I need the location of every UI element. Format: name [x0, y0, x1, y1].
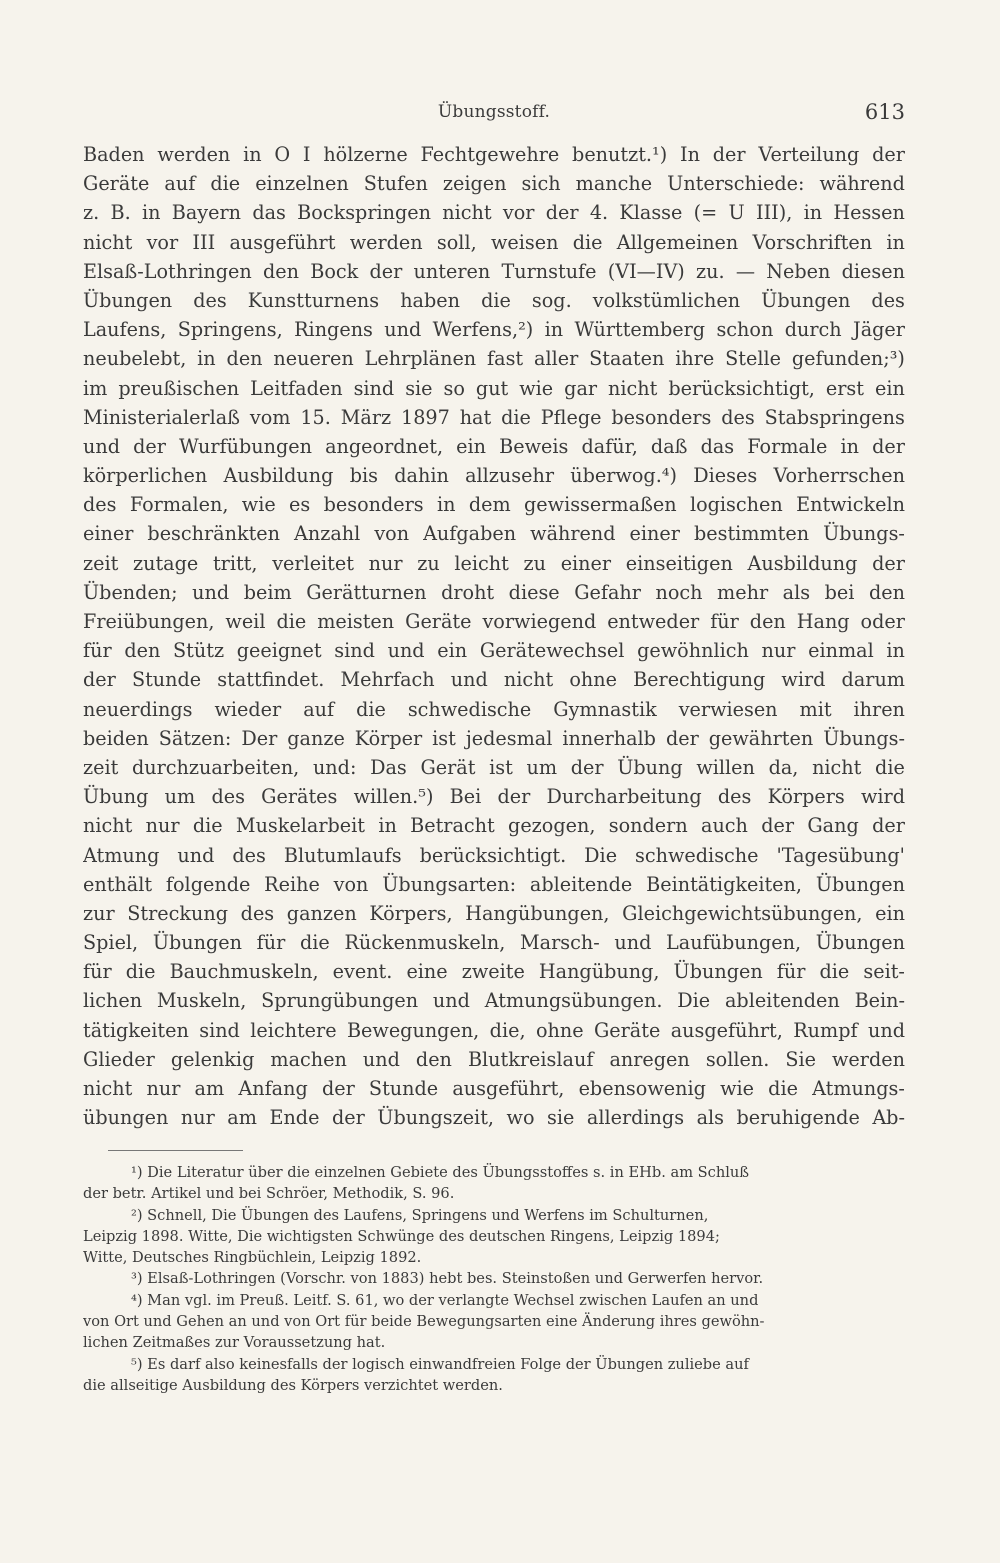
body-text [83, 140, 905, 1132]
footnote-rule [108, 1150, 243, 1151]
text-line: beiden Sätzen: Der ganze Körper ist jedesmal innerhalb der gewährten Übungs- [83, 726, 905, 750]
text-line: zeit zutage tritt, verleitet nur zu leicht zu einer einseitigen Ausbildung der [83, 551, 905, 575]
text-line: Laufens, Springens, Ringens und Werfens,²) in Württemberg schon durch Jäger [83, 318, 905, 342]
text-line: übungen nur am Ende der Übungszeit, wo sie allerdings als beruhigende Ab- [83, 1106, 905, 1130]
text-line: Glieder gelenkig machen und den Blutkreislauf anregen sollen. Sie werden [83, 1047, 905, 1071]
footnote-line: ⁵) Es darf also keinesfalls der logisch einwandfreien Folge der Übungen zuliebe auf [131, 1355, 749, 1373]
footnote-line: ¹) Die Literatur über die einzelnen Gebiete des Übungsstoffes s. in EHb. am Schluß [131, 1164, 750, 1181]
footnote-line: ³) Elsaß-Lothringen (Vorschr. von 1883) hebt bes. Steinstoßen und Gerwerfen hervor. [131, 1270, 764, 1288]
footnote-line: Witte, Deutsches Ringbüchlein, Leipzig 1892. [83, 1249, 422, 1267]
footnote-line: Leipzig 1898. Witte, Die wichtigsten Schwünge des deutschen Ringens, Leipzig 1894; [83, 1227, 720, 1245]
text-line: zur Streckung des ganzen Körpers, Hangübungen, Gleichgewichtsübungen, ein [83, 901, 905, 925]
footnote-line: der betr. Artikel und bei Schröer, Methodik, S. 96. [83, 1185, 455, 1203]
text-line: neuerdings wieder auf die schwedische Gymnastik verwiesen mit ihren [83, 697, 905, 721]
text-line: Baden werden in O I hölzerne Fechtgewehre benutzt.¹) In der Verteilung der [83, 143, 905, 166]
text-line: und der Wurfübungen angeordnet, ein Beweis dafür, daß das Formale in der [83, 434, 905, 458]
text-line: Ministerialerlaß vom 15. März 1897 hat die Pflege besonders des Stabspringens [83, 405, 905, 429]
text-line: tätigkeiten sind leichtere Bewegungen, die, ohne Geräte ausgeführt, Rumpf und [83, 1018, 905, 1042]
text-line: im preußischen Leitfaden sind sie so gut wie gar nicht berücksichtigt, erst ein [83, 376, 905, 400]
footnote-line: ²) Schnell, Die Übungen des Laufens, Springens und Werfens im Schulturnen, [131, 1206, 709, 1224]
text-line: nicht nur am Anfang der Stunde ausgeführt, ebensowenig wie die Atmungs- [83, 1077, 905, 1100]
text-line: Elsaß-Lothringen den Bock der unteren Turnstufe (VI—IV) zu. — Neben diesen [83, 259, 905, 283]
footnote-line: ⁴) Man vgl. im Preuß. Leitf. S. 61, wo der verlangte Wechsel zwischen Laufen an und [131, 1291, 759, 1309]
text-line: lichen Muskeln, Sprungübungen und Atmungsübungen. Die ableitenden Bein- [83, 989, 905, 1013]
text-line: neubelebt, in den neueren Lehrplänen fast aller Staaten ihre Stelle gefunden;³) [83, 347, 905, 371]
text-line: zeit durchzuarbeiten, und: Das Gerät ist um der Übung willen da, nicht die [83, 755, 905, 779]
footnotes [83, 1162, 905, 1396]
text-line: Übenden; und beim Gerätturnen droht diese Gefahr noch mehr als bei den [83, 580, 905, 604]
page-number: 613 [864, 100, 905, 124]
text-line: einer beschränkten Anzahl von Aufgaben während einer bestimmten Übungs- [83, 522, 905, 546]
text-line: Geräte auf die einzelnen Stufen zeigen sich manche Unterschiede: während [83, 172, 905, 196]
text-line: Übungen des Kunstturnens haben die sog. volkstümlichen Übungen des [83, 288, 905, 312]
text-line: Spiel, Übungen für die Rückenmuskeln, Marsch- und Laufübungen, Übungen [83, 931, 905, 955]
text-line: z. B. in Bayern das Bockspringen nicht vor der 4. Klasse (= U III), in Hessen [83, 201, 905, 225]
text-line: der Stunde stattfindet. Mehrfach und nicht ohne Berechtigung wird darum [83, 668, 905, 692]
text-line: nicht nur die Muskelarbeit in Betracht gezogen, sondern auch der Gang der [83, 814, 905, 838]
running-head: Übungsstoff. [437, 102, 551, 122]
text-line: Übung um des Gerätes willen.⁵) Bei der Durcharbeitung des Körpers wird [83, 785, 905, 809]
page-header [83, 96, 905, 126]
footnote-line: lichen Zeitmaßes zur Voraussetzung hat. [83, 1334, 386, 1352]
text-line: Freiübungen, weil die meisten Geräte vorwiegend entweder für den Hang oder [83, 610, 905, 633]
text-line: für den Stütz geeignet sind und ein Gerätewechsel gewöhnlich nur einmal in [83, 639, 905, 663]
text-line: nicht vor III ausgeführt werden soll, weisen die Allgemeinen Vorschriften in [83, 230, 905, 254]
footnote-line: von Ort und Gehen an und von Ort für beide Bewegungsarten eine Änderung ihres gewöhn- [83, 1313, 765, 1331]
footnote-line: die allseitige Ausbildung des Körpers verzichtet werden. [83, 1376, 503, 1394]
text-line: körperlichen Ausbildung bis dahin allzusehr überwog.⁴) Dieses Vorherrschen [83, 464, 905, 488]
text-line: für die Bauchmuskeln, event. eine zweite Hangübung, Übungen für die seit- [83, 960, 905, 984]
text-line: Atmung und des Blutumlaufs berücksichtigt. Die schwedische 'Tagesübung' [83, 843, 905, 867]
text-line: enthält folgende Reihe von Übungsarten: ableitende Beintätigkeiten, Übungen [83, 872, 905, 896]
text-line: des Formalen, wie es besonders in dem gewissermaßen logischen Entwickeln [83, 493, 905, 517]
